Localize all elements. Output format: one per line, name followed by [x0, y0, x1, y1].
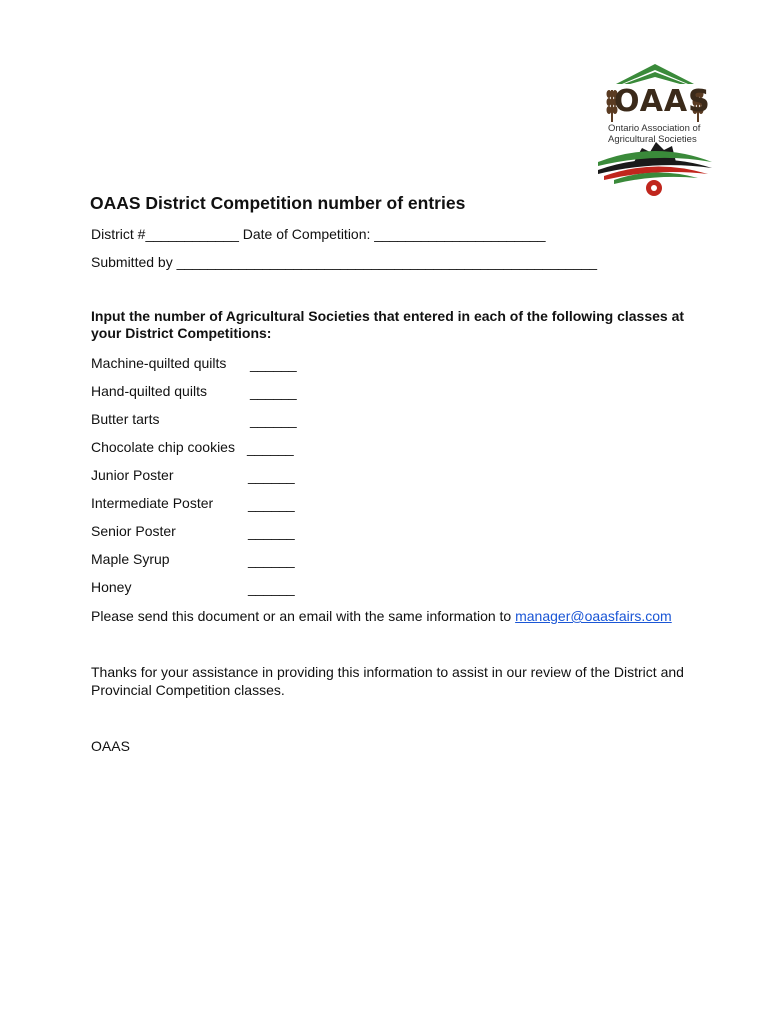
send-text: Please send this document or an email with the same information to [91, 608, 516, 624]
oaas-logo [594, 62, 716, 202]
logo-subtitle-line2: Agricultural Societies [608, 134, 697, 145]
class-label: Hand-quilted quilts [91, 383, 207, 399]
class-entry-blank[interactable]: ______ [248, 580, 295, 596]
thanks-paragraph: Thanks for your assistance in providing this information to assist in our review of the District and Provincial Competition classes. [91, 664, 684, 698]
class-label: Honey [91, 579, 132, 595]
class-entry-blank[interactable]: ______ [248, 524, 295, 540]
class-entry-blank[interactable]: ______ [248, 496, 295, 512]
class-entry-blank[interactable]: ______ [247, 440, 294, 456]
send-instructions [91, 607, 691, 625]
logo-subtitle [608, 123, 718, 145]
class-label: Junior Poster [91, 467, 174, 483]
class-label: Machine-quilted quilts [91, 355, 227, 371]
document-title: OAAS District Competition number of entries [90, 193, 466, 213]
logo-subtitle-line1: Ontario Association of [608, 123, 701, 134]
class-entry-blank[interactable]: ______ [250, 384, 297, 400]
instructions: Input the number of Agricultural Societies that entered in each of the following classes at your District Competitions: [91, 308, 685, 341]
class-entry-blank[interactable]: ______ [250, 412, 297, 428]
class-entry-blank[interactable]: ______ [248, 552, 295, 568]
class-label: Senior Poster [91, 523, 176, 539]
class-entry-blank[interactable]: ______ [250, 356, 297, 372]
logo-wordmark: OAAS [614, 84, 711, 119]
class-label: Intermediate Poster [91, 495, 214, 511]
class-entry-blank[interactable]: ______ [248, 468, 295, 484]
class-label: Chocolate chip cookies [91, 439, 235, 455]
submitted-by-line[interactable]: Submitted by ______________________________________________________ [91, 254, 598, 270]
class-label: Butter tarts [91, 411, 160, 427]
district-line[interactable]: District #____________ Date of Competition: ______________________ [91, 226, 546, 242]
email-link[interactable]: manager@oaasfairs.com [515, 608, 672, 624]
class-label: Maple Syrup [91, 551, 170, 567]
signature: OAAS [91, 738, 130, 754]
